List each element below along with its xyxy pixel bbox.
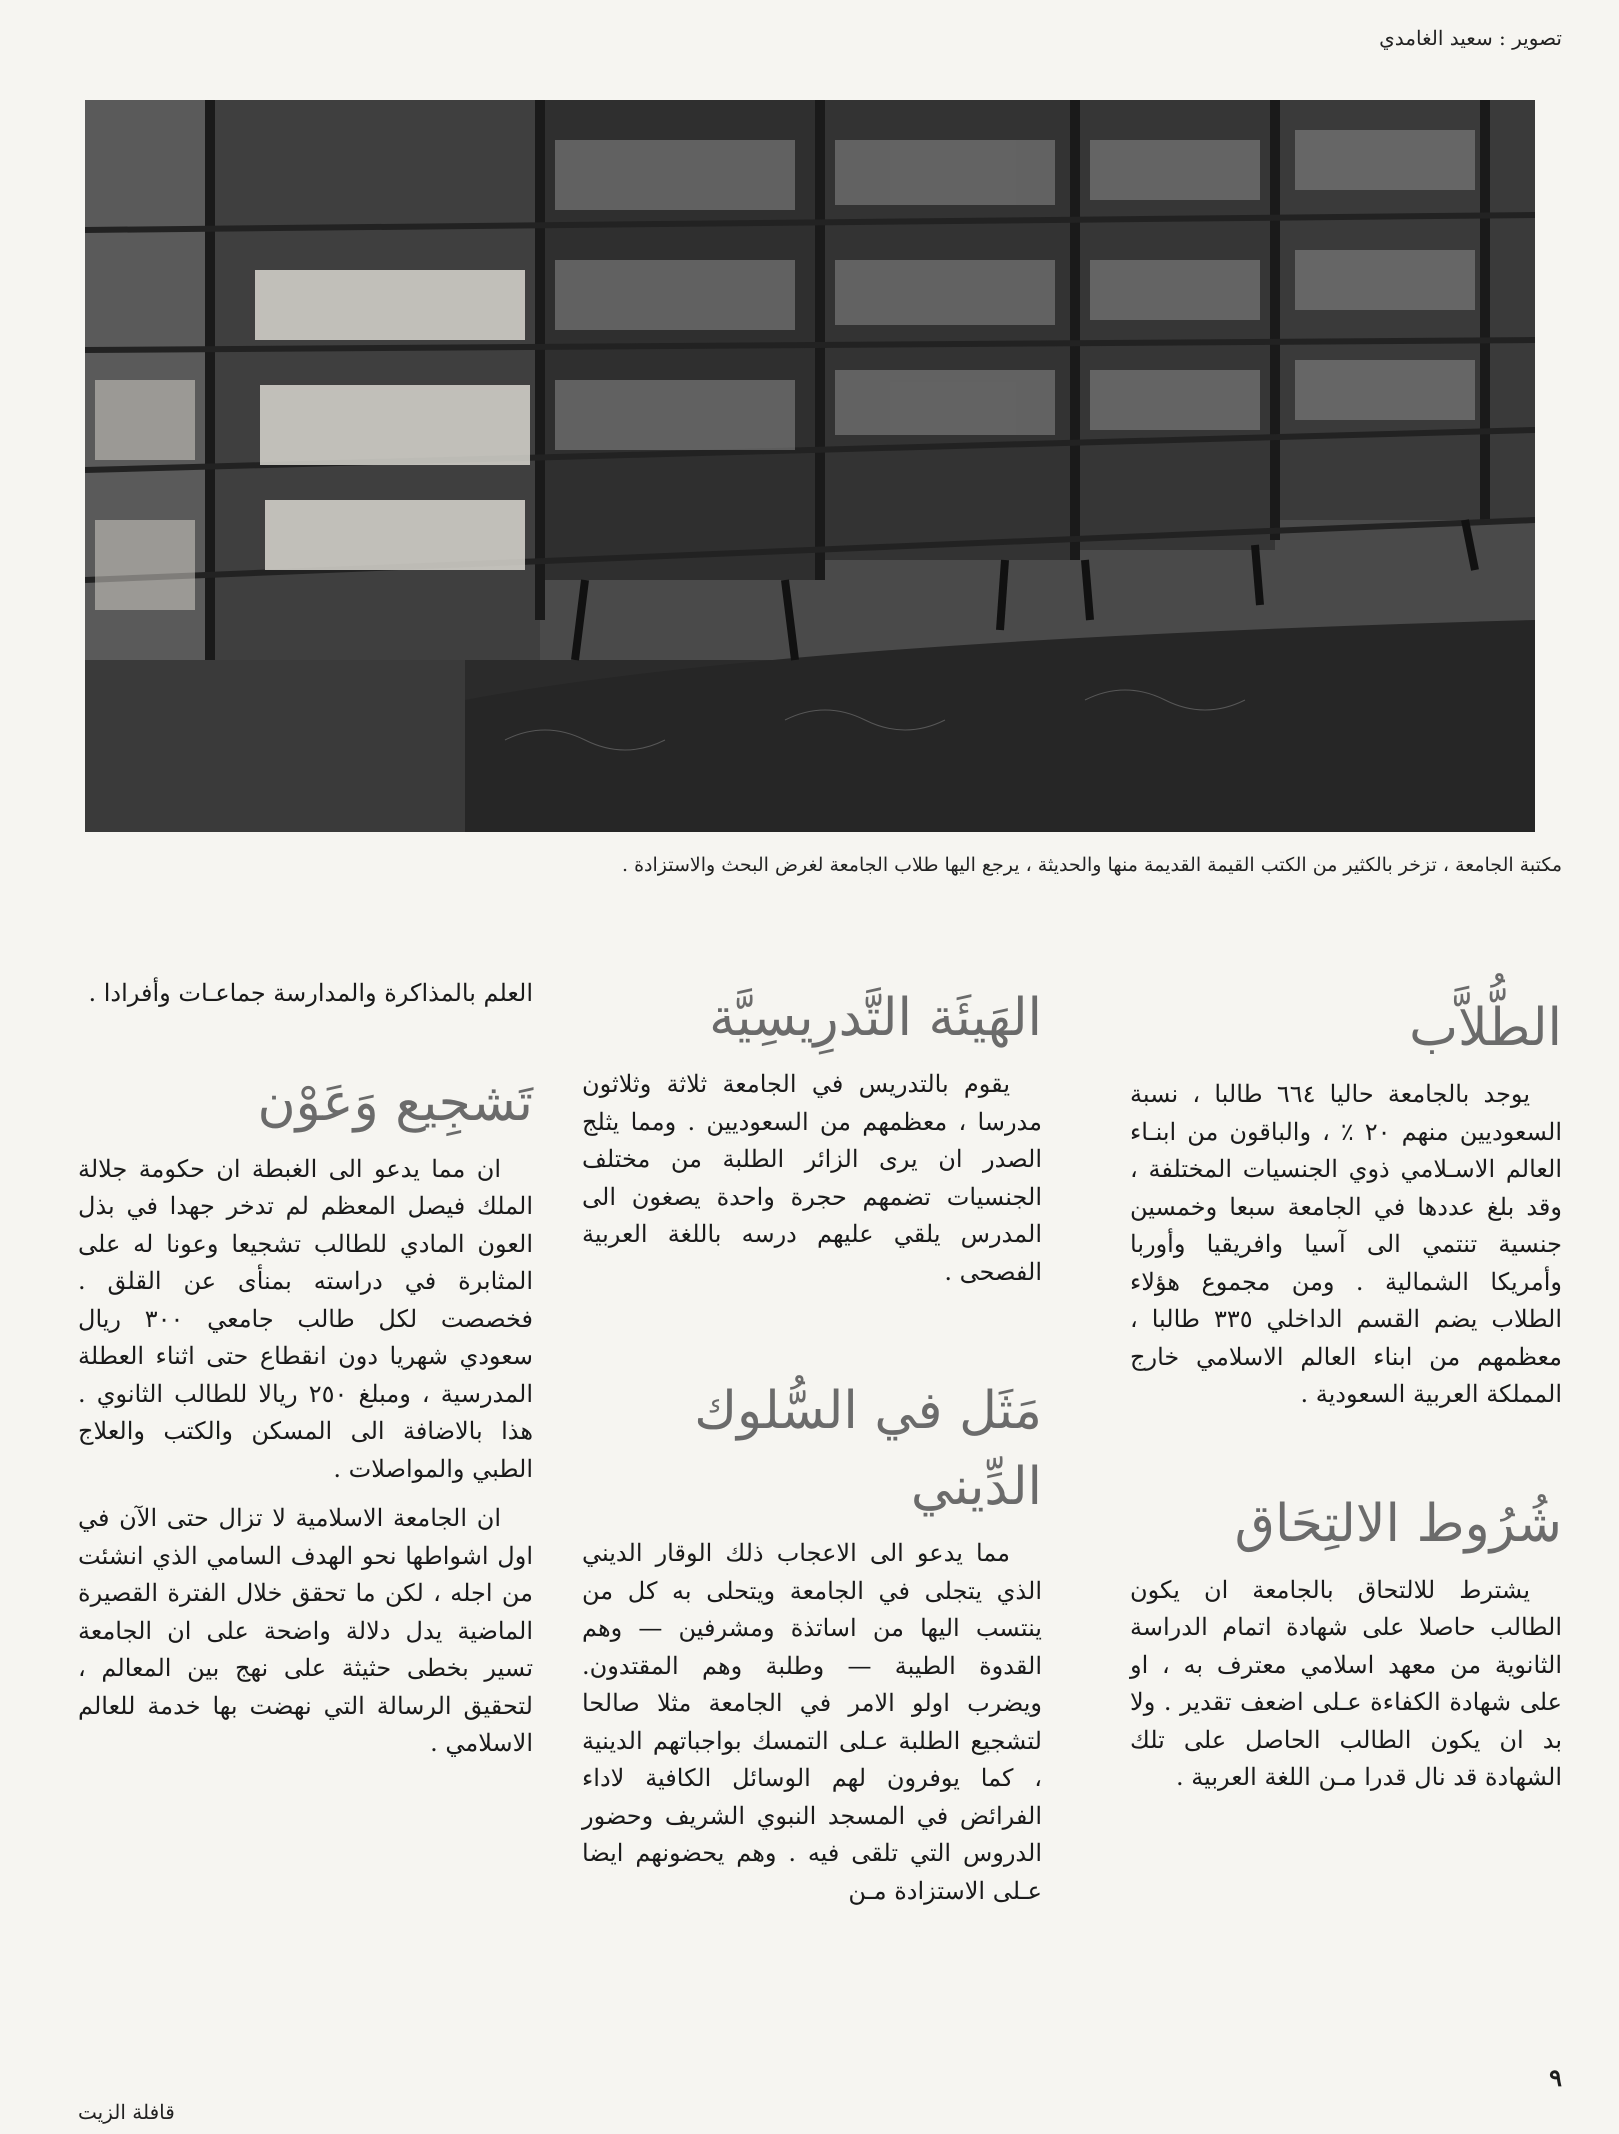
page-number: ٩	[1549, 2063, 1562, 2092]
column-middle	[582, 980, 1042, 1922]
students-heading: الطُّلاَّب	[1409, 998, 1562, 1058]
admission-heading: شُرُوط الالتِحَاق	[1234, 1493, 1562, 1554]
faculty-paragraph: يقوم بالتدريس في الجامعة ثلاثة وثلاثون مدرسا ، معظمهم من السعوديين . ومما يثلج الصدر ان يرى الزائر الطلبة من مختلف الجنسيات تضمهم حجرة واحدة يصغون الى المدرس يلقي عليهم درسه باللغة العربية الفصحى .	[582, 1070, 1042, 1286]
students-paragraph: يوجد بالجامعة حاليا ٦٦٤ طالبا ، نسبة السعوديين منهم ٢٠ ٪ ، والباقون من ابنـاء العالم الاسـلامي ذوي الجنسيات المختلفة ، وقد بلغ عددها في الجامعة سبعا وخمسين جنسية تنتمي الى آسيا وافريقيا وأوربا وأمريكا الشمالية . ومن مجموع هؤلاء الطلاب يضم القسم الداخلي ٣٣٥ طالبا ، معظمهم من ابناء العالم الاسلامي خارج المملكة العربية السعودية .	[1130, 1080, 1563, 1408]
faculty-heading: الهَيئَة التَّدرِيسِيَّة	[709, 988, 1042, 1048]
religious-heading: مَثَل في السُّلوك الدِّيني	[694, 1381, 1042, 1517]
library-photo	[85, 100, 1535, 832]
magazine-name: قافلة الزيت	[78, 2100, 175, 2124]
encouragement-heading: تَشجِيع وَعَوْن	[257, 1072, 533, 1133]
admission-paragraph: يشترط للالتحاق بالجامعة ان يكون الطالب حاصلا على شهادة اتمام الدراسة الثانوية من معهد اسلامي معترف به ، او على شهادة الكفاءة عـلى اضعف تقدير . ولا بد ان يكون الطالب الحاصل على تلك الشهادة قد نال قدرا مـن اللغة العربية .	[1130, 1575, 1562, 1791]
encouragement-paragraph-2: ان الجامعة الاسلامية لا تزال حتى الآن في اول اشواطها نحو الهدف السامي الذي انشئت من اجله ، لكن ما تحقق خلال الفترة القصيرة الماضية يدل دلالة واضحة على ان الجامعة تسير بخطى حثيثة على نهج بين المعالم ، لتحقيق الرسالة التي نهضت بها خدمة للعالم الاسلامي .	[78, 1504, 533, 1757]
column-right	[1130, 990, 1562, 1809]
column-left	[78, 975, 533, 1775]
religious-paragraph: مما يدعو الى الاعجاب ذلك الوقار الديني الذي يتجلى في الجامعة ويتحلى به كل من ينتسب اليها من اساتذة ومشرفين — وهم القدوة الطيبة — وطلبة وهم المقتدون. ويضرب اولو الامر في الجامعة مثلا صالحا لتشجيع الطلبة عـلى التمسك بواجباتهم الدينية ، كما يوفرون لهم الوسائل الكافية لاداء الفرائض في المسجد النبوي الشريف وحضور الدروس التي تلقى فيه . وهم يحضونهم ايضا عـلى الاستزادة مـن	[582, 1539, 1042, 1905]
photo-caption: مكتبة الجامعة ، تزخر بالكثير من الكتب القيمة القديمة منها والحديثة ، يرجع اليها طلاب الجامعة لغرض البحث والاستزادة .	[622, 854, 1562, 876]
photo-credit: تصوير : سعيد الغامدي	[1379, 26, 1562, 50]
continuation-paragraph: العلم بالمذاكرة والمدارسة جماعـات وأفرادا .	[88, 979, 533, 1007]
encouragement-paragraph-1: ان مما يدعو الى الغبطة ان حكومة جلالة الملك فيصل المعظم لم تدخر جهدا في بذل العون المادي للطالب تشجيعا وعونا له على المثابرة في دراسته بمنأى عن القلق . فخصصت لكل طالب جامعي ٣٠٠ ريال سعودي شهريا دون انقطاع حتى اثناء العطلة المدرسية ، ومبلغ ٢٥٠ ريالا للطالب الثانوي . هذا بالاضافة الى المسكن والكتب والعلاج الطبي والمواصلات .	[78, 1154, 533, 1483]
